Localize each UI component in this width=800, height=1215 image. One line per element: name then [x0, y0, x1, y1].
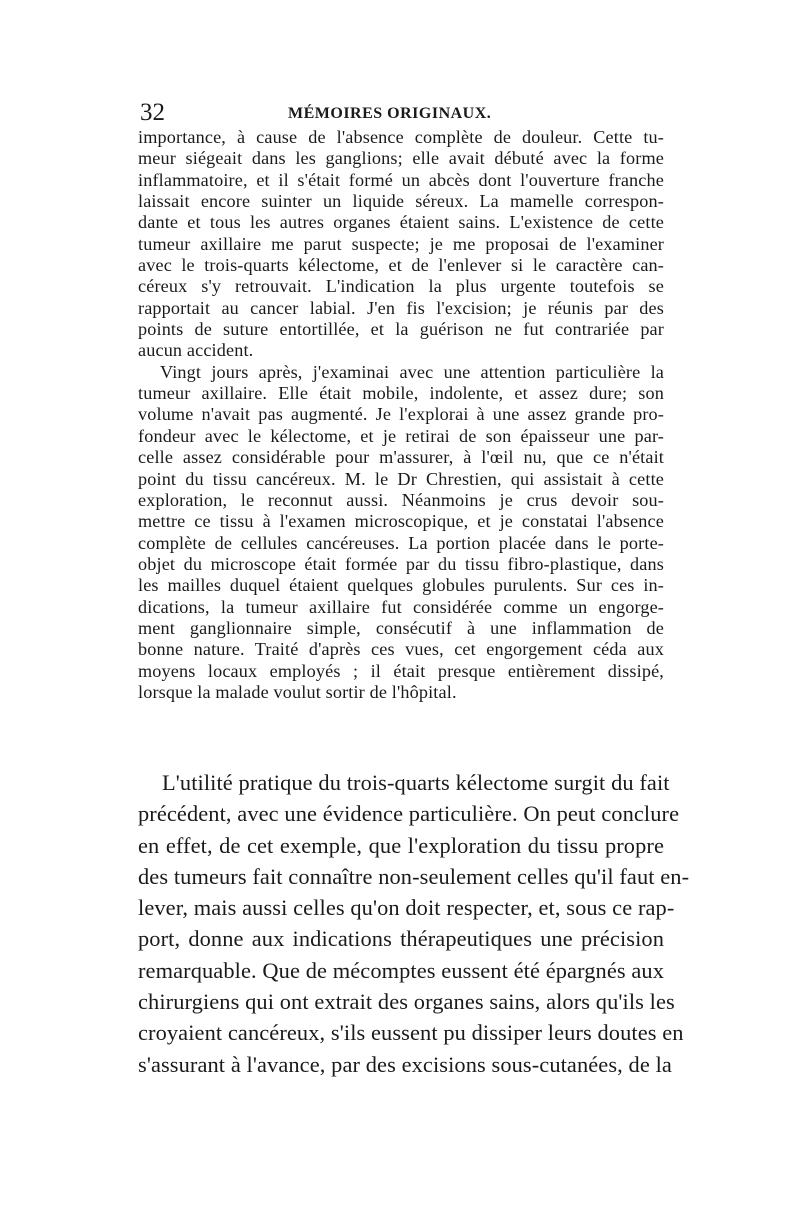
text-line: s'assurant à l'avance, par des excisions sous-cutanées, de la: [138, 1051, 672, 1077]
text-line: lorsque la malade voulut sortir de l'hôpital.: [138, 681, 457, 702]
text-line: inflammatoire, et il s'était formé un abcès dont l'ouverture franche: [138, 169, 664, 190]
paragraph-start-line: L'utilité pratique du trois-quarts kélectome surgit du fait: [162, 770, 670, 795]
running-title: MÉMOIRES ORIGINAUX.: [288, 105, 492, 122]
text-line: des tumeurs fait connaître non-seulement celles qu'il faut en-: [138, 863, 690, 889]
text-line: point du tissu cancéreux. M. le Dr Chrestien, qui assistait à cette: [138, 468, 664, 489]
text-line: avec le trois-quarts kélectome, et de l'enlever si le caractère can-: [138, 255, 664, 276]
running-head: [138, 98, 664, 128]
text-line: dante et tous les autres organes étaient sains. L'existence de cette: [138, 212, 664, 233]
text-line: en effet, de cet exemple, que l'exploration du tissu propre: [138, 832, 664, 858]
text-line: points de suture entortillée, et la guérison ne fut contrariée par: [138, 319, 664, 340]
text-line: rapportait au cancer labial. J'en fis l'excision; je réunis par des: [138, 297, 664, 318]
text-line: aucun accident.: [138, 340, 254, 361]
page-number: 32: [140, 99, 165, 126]
text-line: remarquable. Que de mécomptes eussent été épargnés aux: [138, 957, 664, 983]
body-text-block-2: [138, 767, 690, 1080]
text-line: tumeur axillaire. Elle était mobile, indolente, et assez dure; son: [138, 383, 664, 404]
text-line: croyaient cancéreux, s'ils eussent pu dissiper leurs doutes en: [138, 1020, 684, 1046]
text-line: dications, la tumeur axillaire fut considérée comme un engorge-: [138, 596, 664, 617]
text-line: port, donne aux indications thérapeutiques une précision: [138, 926, 664, 952]
text-line: importance, à cause de l'absence complète de douleur. Cette tu-: [138, 127, 664, 147]
text-line: bonne nature. Traité d'après ces vues, cet engorgement céda aux: [138, 639, 664, 660]
text-line: complète de cellules cancéreuses. La portion placée dans le porte-: [138, 532, 664, 553]
text-line: céreux s'y retrouvait. L'indication la plus urgente toutefois se: [138, 276, 664, 297]
text-line: volume n'avait pas augmenté. Je l'explorai à une assez grande pro-: [138, 404, 664, 425]
body-text-block-1: [138, 127, 664, 703]
text-line: exploration, le reconnut aussi. Néanmoins je crus devoir sou-: [138, 489, 664, 510]
text-line: laissait encore suinter un liquide séreux. La mamelle correspon-: [138, 191, 664, 212]
text-line: ment ganglionnaire simple, consécutif à une inflammation de: [138, 617, 664, 638]
text-line: celle assez considérable pour m'assurer, à l'œil nu, que ce n'était: [138, 447, 664, 468]
text-line: moyens locaux employés ; il était presque entièrement dissipé,: [138, 660, 664, 681]
text-line: les mailles duquel étaient quelques globules purulents. Sur ces in-: [138, 575, 664, 596]
text-line: fondeur avec le kélectome, et je retirai de son épaisseur une par-: [138, 425, 664, 446]
paragraph-start-line: Vingt jours après, j'examinai avec une attention particulière la: [160, 361, 664, 382]
text-line: objet du microscope était formée par du tissu fibro-plastique, dans: [138, 553, 664, 574]
text-line: précédent, avec une évidence particulière. On peut conclure: [138, 801, 680, 827]
text-line: mettre ce tissu à l'examen microscopique, et je constatai l'absence: [138, 511, 664, 532]
text-line: tumeur axillaire me parut suspecte; je me proposai de l'examiner: [138, 233, 664, 254]
text-line: meur siégeait dans les ganglions; elle avait débuté avec la forme: [138, 148, 664, 169]
text-line: lever, mais aussi celles qu'on doit respecter, et, sous ce rap-: [138, 895, 675, 921]
text-line: chirurgiens qui ont extrait des organes sains, alors qu'ils les: [138, 989, 675, 1015]
